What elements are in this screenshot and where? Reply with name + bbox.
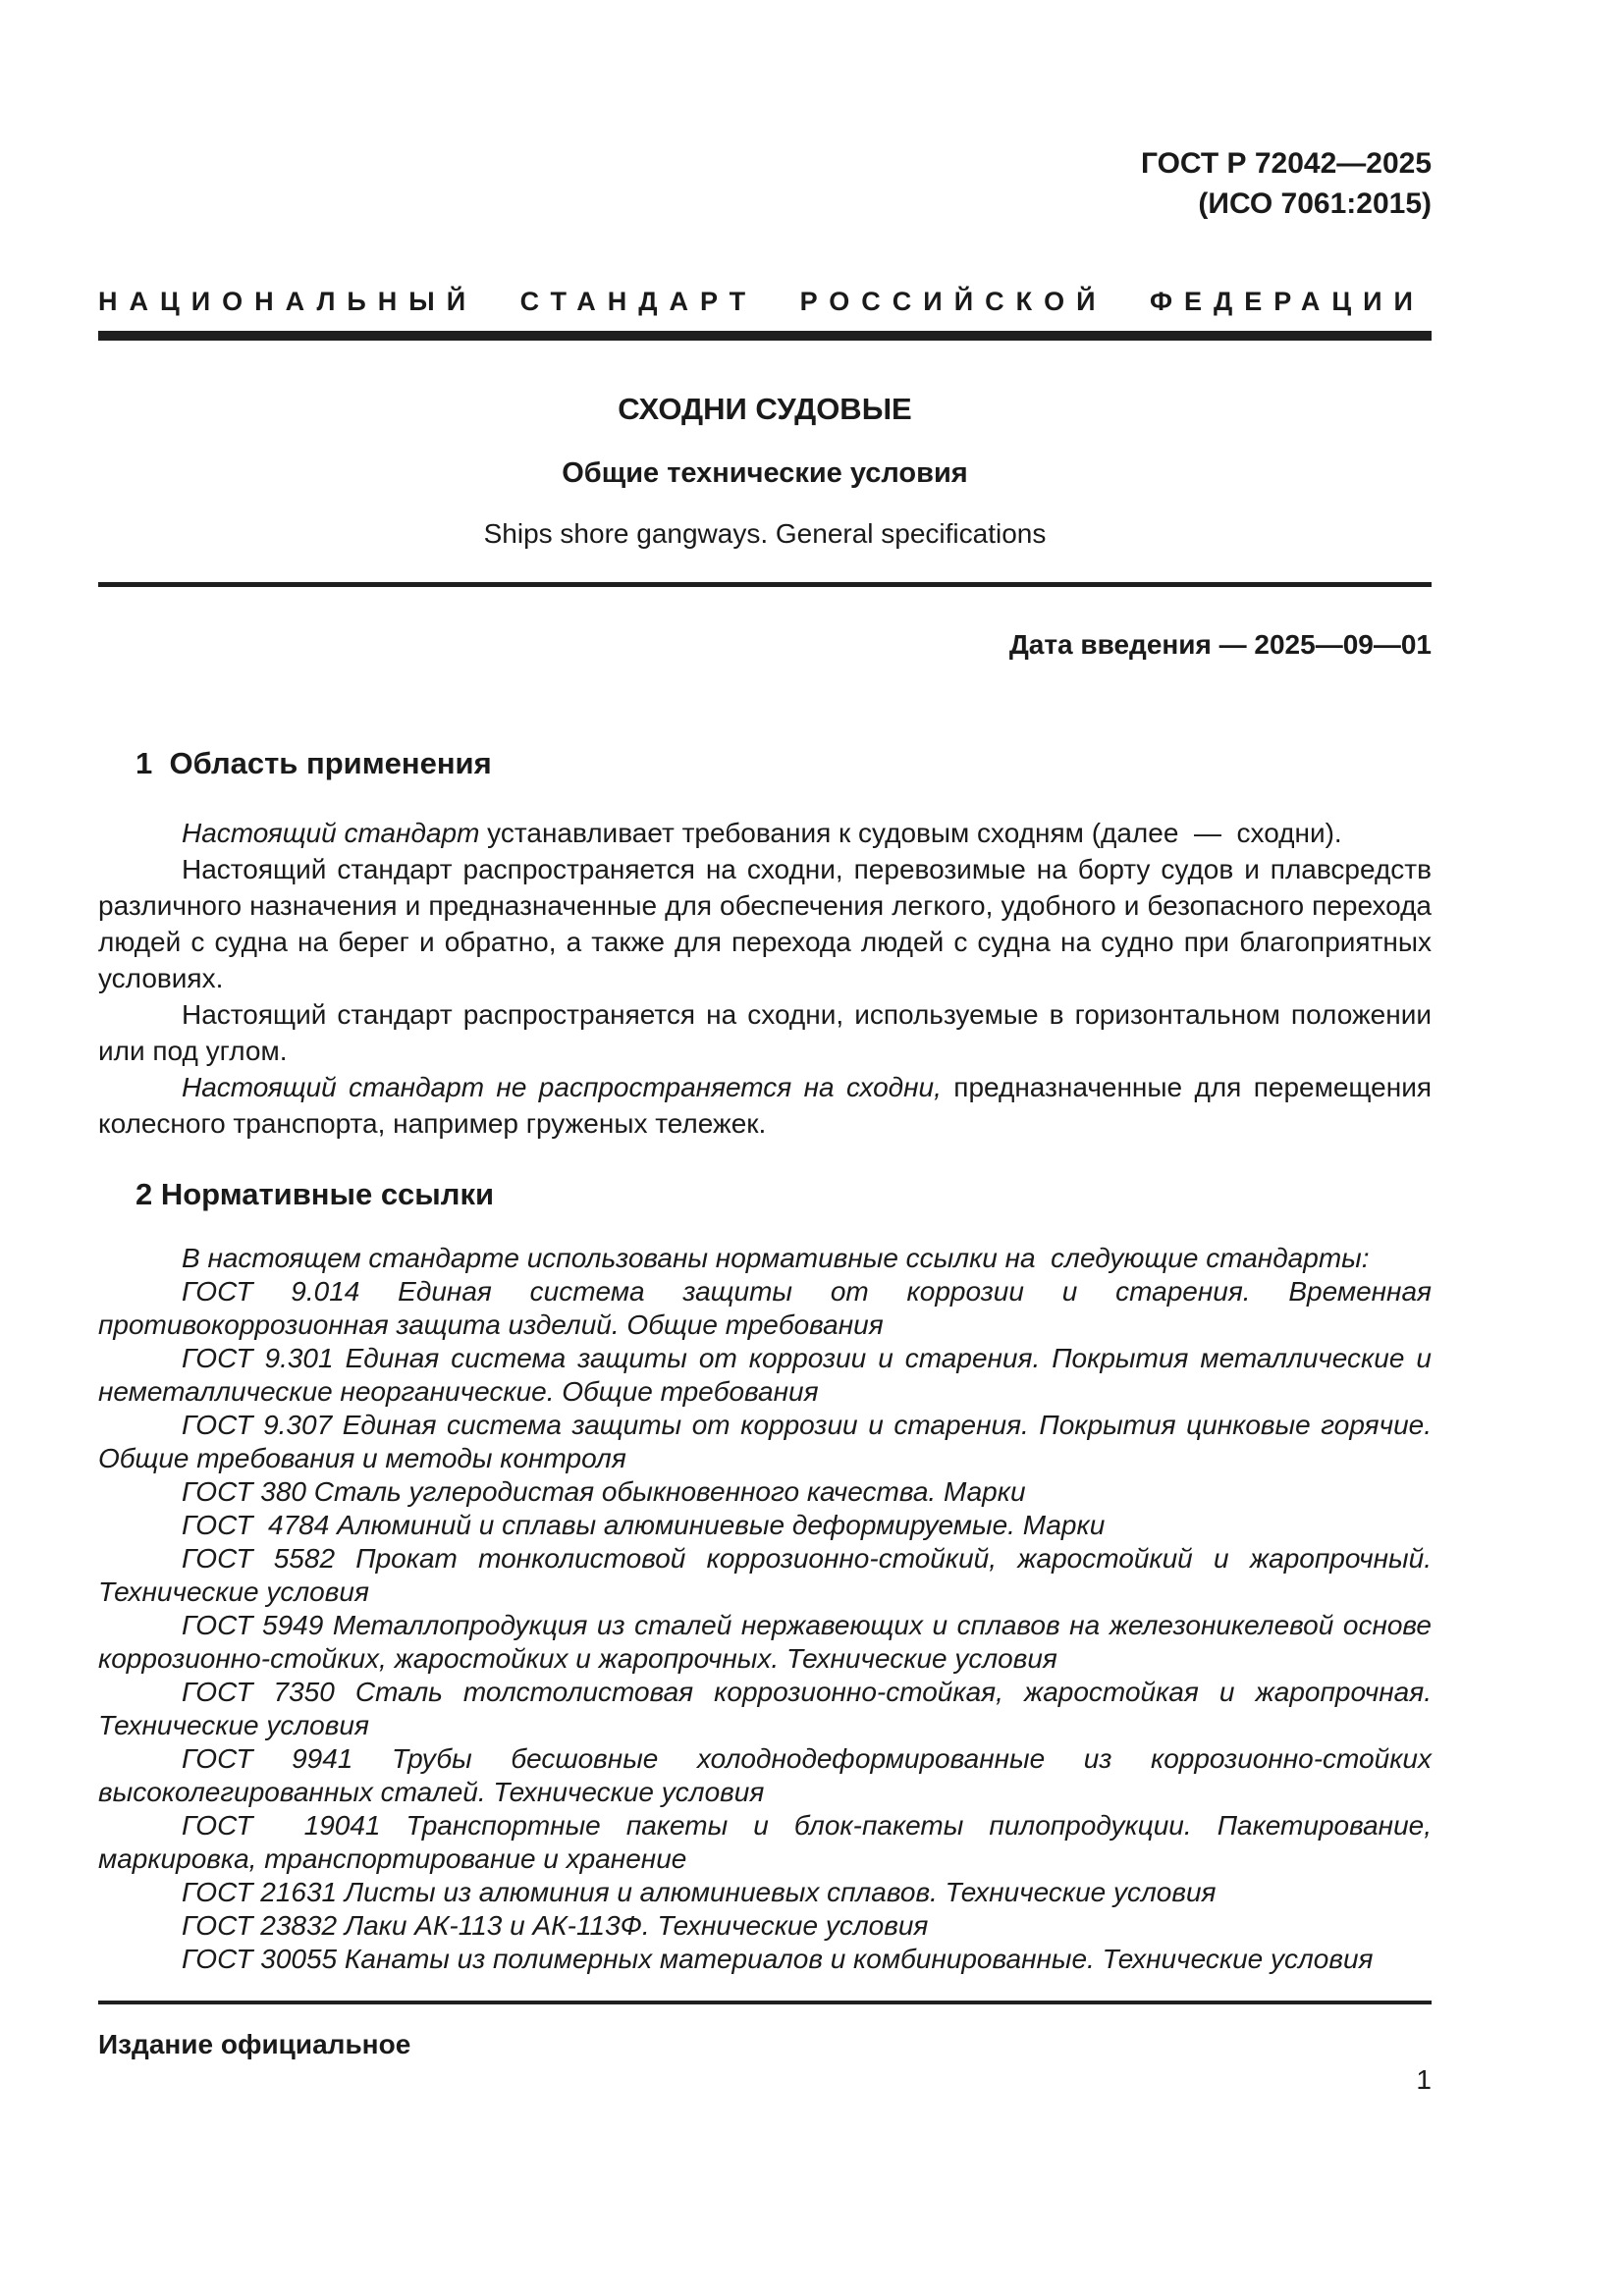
effective-date: Дата введения — 2025—09—01 — [1008, 629, 1432, 660]
reference-item: ГОСТ 9.301 Единая система защиты от коррозии и старения. Покрытия металлические и неметаллические неорганические. Общие требования — [98, 1343, 1432, 1407]
document-subtitle: Общие технические условия — [562, 457, 968, 489]
reference-item: ГОСТ 30055 Канаты из полимерных материалов и комбинированные. Технические условия — [182, 1944, 1374, 1974]
reference-item: ГОСТ 9941 Трубы бесшовные холоднодеформированные из коррозионно-стойких высоколегированных сталей. Технические условия — [98, 1743, 1432, 1807]
page-content — [98, 0, 1432, 1976]
doc-number: ГОСТ Р 72042—2025 — [1140, 147, 1432, 180]
reference-item: ГОСТ 4784 Алюминий и сплавы алюминиевые деформируемые. Марки — [182, 1510, 1106, 1540]
reference-item: ГОСТ 21631 Листы из алюминия и алюминиевых сплавов. Технические условия — [182, 1877, 1217, 1907]
reference-item: ГОСТ 9.307 Единая система защиты от коррозии и старения. Покрытия цинковые горячие. Общие требования и методы контроля — [98, 1410, 1432, 1473]
divider-thin — [98, 582, 1432, 587]
scope-paragraph-4 — [98, 1069, 1432, 1142]
footer-divider — [98, 2001, 1432, 2004]
scope-paragraph-3: Настоящий стандарт распространяется на сходни, используемые в горизонтальном положении или под углом. — [98, 999, 1432, 1066]
section-2-heading: 2 Нормативные ссылки — [135, 1177, 495, 1211]
scope-paragraph-1-lead: Настоящий стандарт — [182, 818, 480, 848]
page-number: 1 — [1416, 2064, 1432, 2095]
reference-item: ГОСТ 19041 Транспортные пакеты и блок-пакеты пилопродукции. Пакетирование, маркировка, транспортирование и хранение — [98, 1810, 1432, 1874]
national-standard-banner: НАЦИОНАЛЬНЫЙ СТАНДАРТ РОССИЙСКОЙ ФЕДЕРАЦИИ — [98, 287, 1425, 316]
document-title: СХОДНИ СУДОВЫЕ — [618, 392, 912, 426]
section-1-heading: 1 Область применения — [135, 746, 492, 780]
normative-refs-intro: В настоящем стандарте использованы нормативные ссылки на следующие стандарты: — [182, 1243, 1370, 1273]
reference-item: ГОСТ 5949 Металлопродукция из сталей нержавеющих и сплавов на железоникелевой основе коррозионно-стойких, жаростойких и жаропрочных. Технические условия — [98, 1610, 1432, 1674]
document-subtitle-en: Ships shore gangways. General specifications — [483, 518, 1047, 549]
page-footer — [98, 2001, 1432, 2061]
scope-paragraph-1-rest: устанавливает требования к судовым сходням (далее — сходни). — [479, 818, 1342, 848]
scope-paragraph-4-rest: предназначенные для перемещения колесного транспорта, например груженых тележек. — [98, 1072, 1432, 1139]
reference-item: ГОСТ 7350 Сталь толстолистовая коррозионно-стойкая, жаростойкая и жаропрочная. Технические условия — [98, 1677, 1432, 1740]
official-edition-label: Издание официальное — [98, 2029, 411, 2059]
scope-paragraph-2: Настоящий стандарт распространяется на сходни, перевозимые на борту судов и плавсредств различного назначения и предназначенные для обеспечения легкого, удобного и безопасного перехода людей с судна на берег и обратно, а также для перехода людей с судна на судно при благоприятных условиях. — [98, 854, 1432, 993]
reference-item: ГОСТ 5582 Прокат тонколистовой коррозионно-стойкий, жаростойкий и жаропрочный. Технические условия — [98, 1543, 1432, 1607]
doc-iso-number: (ИСО 7061:2015) — [1198, 187, 1432, 220]
doc-number-block — [98, 143, 1432, 224]
divider-thick — [98, 331, 1432, 341]
reference-item: ГОСТ 9.014 Единая система защиты от коррозии и старения. Временная противокоррозионная защита изделий. Общие требования — [98, 1276, 1432, 1340]
reference-item: ГОСТ 380 Сталь углеродистая обыкновенного качества. Марки — [182, 1476, 1026, 1507]
reference-item: ГОСТ 23832 Лаки АК-113 и АК-113Ф. Технические условия — [182, 1910, 929, 1941]
scope-paragraph-1 — [98, 815, 1432, 851]
scope-paragraph-4-lead: Настоящий стандарт не распространяется на сходни, — [182, 1072, 942, 1102]
